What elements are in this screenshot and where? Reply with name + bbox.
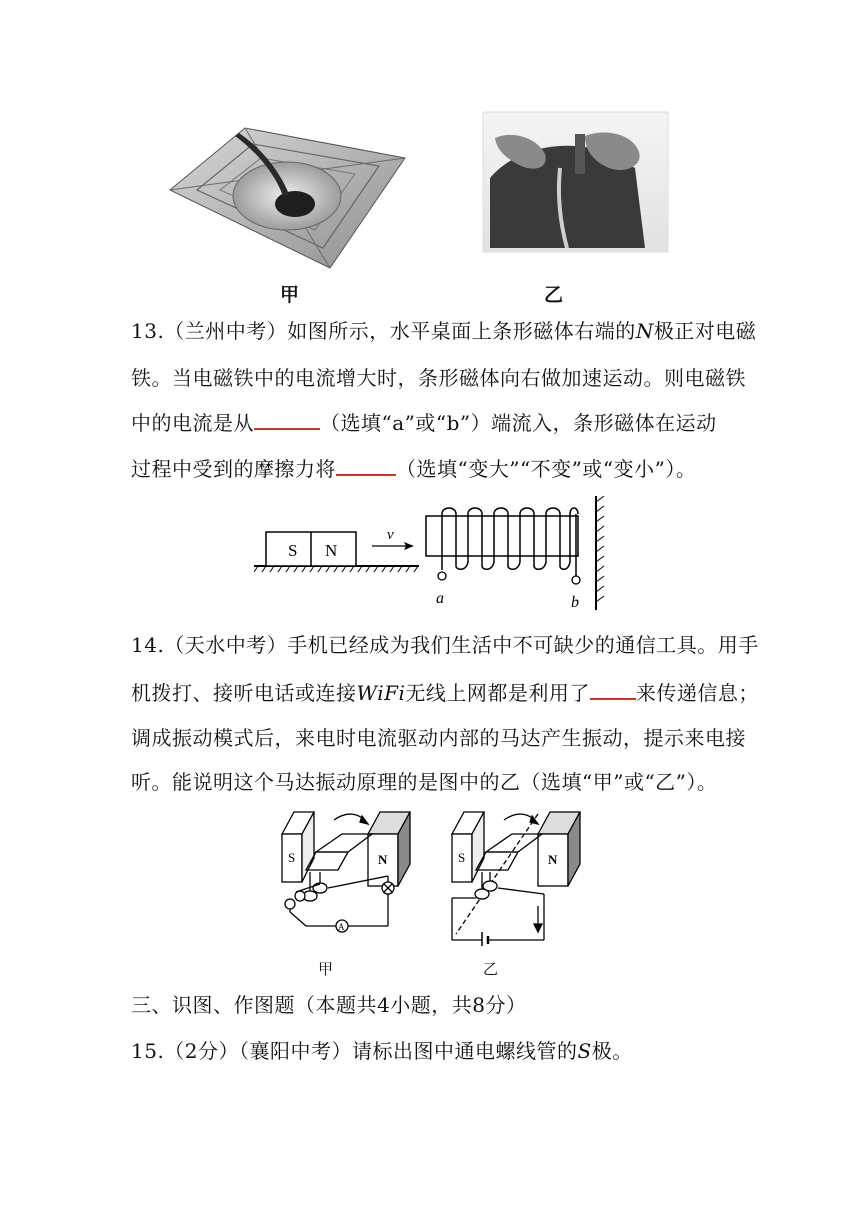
velocity-label: v xyxy=(387,527,394,543)
magnet-s-label: S xyxy=(288,541,298,560)
q15-line: 15.（2分）（襄阳中考）请标出图中通电螺线管的S极。 xyxy=(131,1039,633,1063)
terminal-a-label: a xyxy=(436,590,444,607)
q14-wifi: WiFi xyxy=(356,681,406,705)
q14-line-4: 听。能说明这个马达振动原理的是图中的乙（选填“甲”或“乙”）。 xyxy=(131,770,718,794)
generator-diagram xyxy=(282,812,410,932)
terminal-b-label: b xyxy=(571,594,579,611)
q13-line-3: 中的电流是从 （选填“a”或“b”）端流入，条形磁体在运动 xyxy=(131,411,717,435)
q14-answer-blank[interactable] xyxy=(590,680,636,700)
section-3-title: 三、识图、作图题（本题共4小题，共8分） xyxy=(131,993,527,1017)
q14-line-2: 机拨打、接听电话或连接WiFi无线上网都是利用了 来传递信息； xyxy=(131,681,759,705)
hands-photo-image xyxy=(483,112,668,252)
motor-caption-yi: 乙 xyxy=(483,960,499,978)
terminal-a xyxy=(438,572,446,580)
compass-image xyxy=(170,128,405,268)
q13-line-4: 过程中受到的摩擦力将 （选填“变大”“不变”或“变小”）。 xyxy=(131,457,697,481)
figure-compass-and-photo xyxy=(165,108,670,270)
iron-core xyxy=(426,516,578,556)
electromagnet-svg xyxy=(254,496,614,614)
terminal-b xyxy=(572,576,580,584)
magnet-n-label: N xyxy=(325,541,338,560)
q13-line-2: 铁。当电磁铁中的电流增大时，条形磁体向右做加速运动。则电磁铁 xyxy=(131,366,746,390)
q13-electromagnet-figure xyxy=(254,496,614,614)
q13-answer-blank-1[interactable] xyxy=(254,410,320,430)
q15-pole-s: S xyxy=(577,1039,592,1063)
figure-caption-jia: 甲 xyxy=(280,284,300,306)
motor-n-label: N xyxy=(548,852,558,867)
q14-line-3: 调成振动模式后，来电时电流驱动内部的马达产生振动，提示来电接 xyxy=(131,726,746,750)
q13-answer-blank-2[interactable] xyxy=(336,456,396,476)
motor-caption-jia: 甲 xyxy=(318,960,334,978)
motor-s-label: S xyxy=(458,850,466,865)
figure-caption-yi: 乙 xyxy=(544,284,564,306)
ammeter-label: A xyxy=(338,922,345,932)
q13-pole-n: N xyxy=(635,319,654,343)
motor-generator-svg xyxy=(276,806,586,946)
q14-motor-figure xyxy=(276,806,586,946)
generator-s-label: S xyxy=(288,850,296,865)
q13-line-1: 13.（兰州中考）如图所示，水平桌面上条形磁体右端的N极正对电磁 xyxy=(131,319,757,343)
motor-diagram xyxy=(452,812,580,946)
compass-photo-svg xyxy=(165,108,670,270)
q14-line-1: 14.（天水中考）手机已经成为我们生活中不可缺少的通信工具。用手 xyxy=(131,633,759,657)
generator-n-label: N xyxy=(378,852,388,867)
